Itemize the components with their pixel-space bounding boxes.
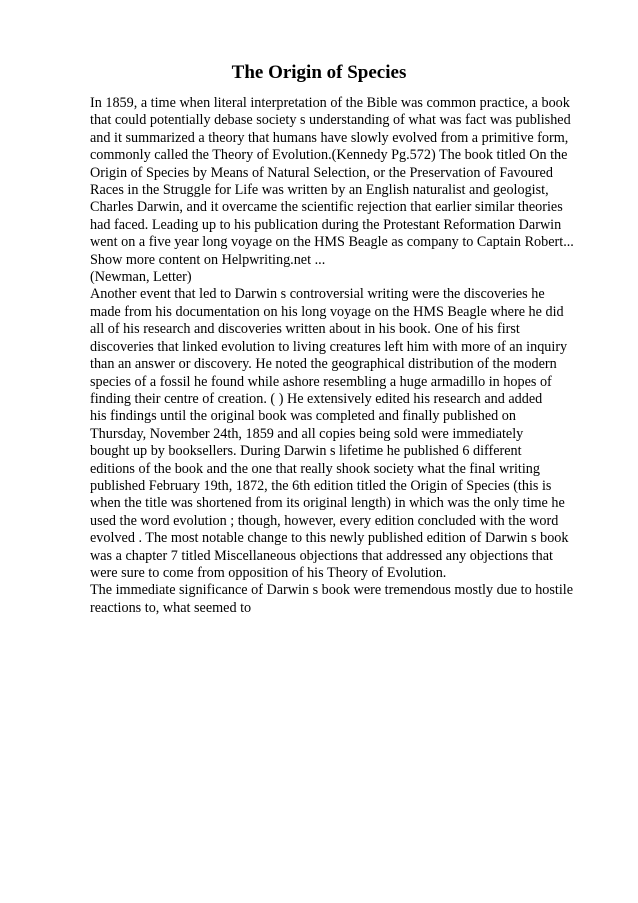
body-line: than an answer or discovery. He noted the geographical distribution of the modern (90, 356, 557, 373)
citation-line: (Newman, Letter) (90, 269, 192, 286)
body-line: In 1859, a time when literal interpretation of the Bible was common practice, a book (90, 95, 570, 111)
body-line: all of his research and discoveries written about in his book. One of his first (90, 321, 520, 338)
body-line: finding their centre of creation. ( ) He extensively edited his research and added (90, 390, 543, 407)
document-title: The Origin of Species (231, 62, 407, 83)
body-line: Origin of Species by Means of Natural Selection, or the Preservation of Favoured (90, 164, 553, 181)
show-more-line: Show more content on Helpwriting.net ... (90, 251, 326, 268)
body-line: The immediate significance of Darwin s book were tremendous mostly due to hostile (90, 582, 574, 599)
body-line: Charles Darwin, and it overcame the scientific rejection that earlier similar theories (90, 199, 563, 216)
body-line: his findings until the original book was completed and finally published on (90, 408, 516, 425)
body-line: commonly called the Theory of Evolution.(Kennedy Pg.572) The book titled On the (90, 147, 568, 164)
body-line: that could potentially debase society s understanding of what was fact was published (90, 112, 571, 129)
body-line: bought up by booksellers. During Darwin s lifetime he published 6 different (90, 443, 522, 460)
body-line: evolved . The most notable change to this newly published edition of Darwin s book (90, 530, 569, 547)
body-line: reactions to, what seemed to (90, 599, 252, 616)
body-line: was a chapter 7 titled Miscellaneous objections that addressed any objections that (90, 547, 553, 564)
body-line: Another event that led to Darwin s controversial writing were the discoveries he (90, 286, 545, 303)
body-line: and it summarized a theory that humans have slowly evolved from a primitive form, (90, 129, 569, 146)
body-line: discoveries that linked evolution to living creatures left him with more of an inquiry (90, 338, 568, 355)
body-line: published February 19th, 1872, the 6th edition titled the Origin of Species (this is (90, 477, 552, 494)
body-line: Races in the Struggle for Life was written by an English naturalist and geologist, (90, 182, 549, 199)
body-line: Thursday, November 24th, 1859 and all copies being sold were immediately (90, 425, 524, 442)
document-body (90, 95, 610, 617)
body-line: when the title was shortened from its original length) in which was the only time he (90, 495, 565, 512)
body-line: editions of the book and the one that really shook society what the final writing (90, 460, 540, 477)
body-line: used the word evolution ; though, however, every edition concluded with the word (90, 512, 559, 529)
body-line: had faced. Leading up to his publication during the Protestant Reformation Darwin (90, 216, 562, 233)
body-line: made from his documentation on his long voyage on the HMS Beagle where he did (90, 303, 564, 320)
body-line: went on a five year long voyage on the HMS Beagle as company to Captain Robert... (90, 234, 574, 251)
body-line: species of a fossil he found while ashore resembling a huge armadillo in hopes of (90, 373, 552, 390)
body-line: were sure to come from opposition of his Theory of Evolution. (90, 564, 447, 581)
